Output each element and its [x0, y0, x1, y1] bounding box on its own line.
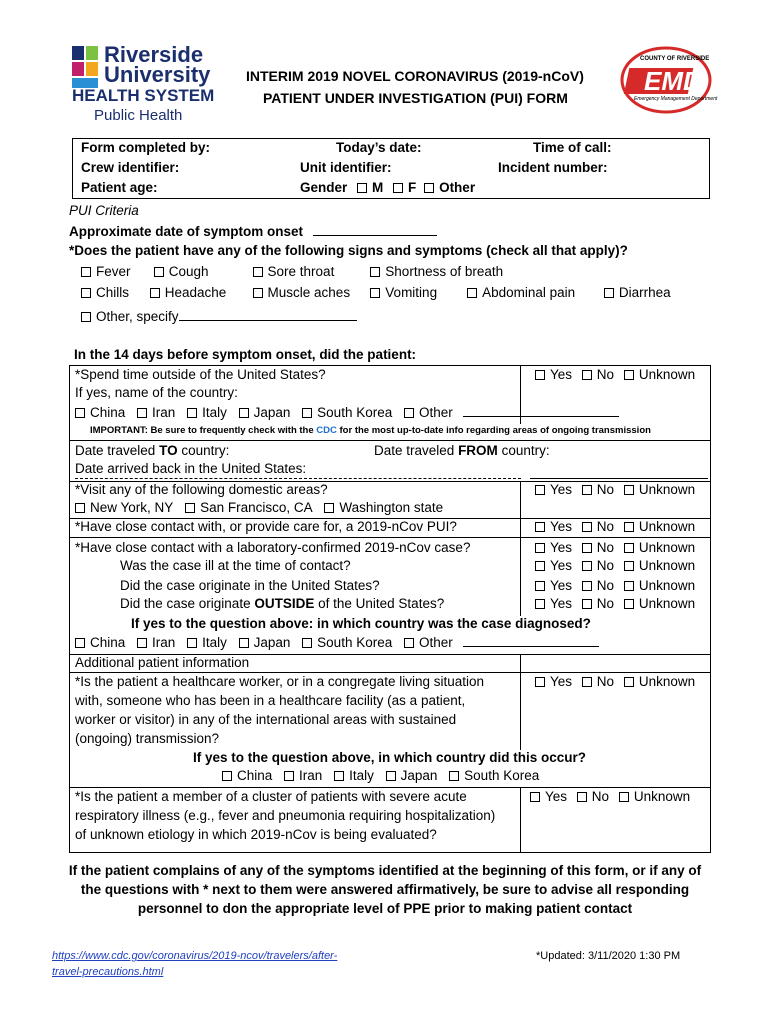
sore-throat-checkbox[interactable] — [253, 267, 263, 277]
shortness-of-breath-label: Shortness of breath — [385, 264, 504, 279]
headache-checkbox[interactable] — [150, 288, 160, 298]
date-back-label: Date arrived back in the United States: — [75, 461, 307, 476]
important-post: for the most up-to-date info regarding areas of ongoing transmission — [339, 425, 651, 436]
cluster-ynu — [530, 789, 690, 804]
form-completed-by-label: Form completed by: — [81, 140, 211, 155]
no-label: No — [591, 789, 610, 804]
patient-age-label: Patient age: — [81, 180, 158, 195]
gender-label: Gender — [300, 180, 348, 195]
q-ill: Was the case ill at the time of contact? — [120, 558, 351, 573]
q-us: Did the case originate in the United States? — [120, 578, 380, 593]
yes-checkbox[interactable] — [535, 522, 545, 532]
other-country-checkbox[interactable] — [404, 638, 414, 648]
no-checkbox[interactable] — [582, 522, 592, 532]
no-label: No — [596, 482, 615, 497]
unknown-checkbox[interactable] — [624, 677, 634, 687]
china-checkbox[interactable] — [75, 638, 85, 648]
iran-checkbox[interactable] — [284, 771, 294, 781]
updated-stamp: *Updated: 3/11/2020 1:30 PM — [536, 950, 681, 962]
q-domestic: *Visit any of the following domestic areas? — [75, 482, 328, 497]
unknown-checkbox[interactable] — [624, 543, 634, 553]
logo-line3: HEALTH SYSTEM — [72, 86, 215, 105]
italy-checkbox[interactable] — [187, 408, 197, 418]
divider — [69, 672, 711, 673]
contact-lab-ynu — [535, 540, 695, 555]
hcw-countries-row — [222, 768, 539, 783]
no-checkbox[interactable] — [582, 677, 592, 687]
gender-other-checkbox[interactable] — [424, 183, 434, 193]
sore-throat-label: Sore throat — [267, 264, 335, 279]
iran-label: Iran — [152, 635, 176, 650]
abdominal-pain-label: Abdominal pain — [482, 285, 576, 300]
south-korea-label: South Korea — [317, 635, 393, 650]
yes-label: Yes — [550, 540, 573, 555]
divider — [69, 440, 711, 441]
travel-ynu — [535, 367, 695, 382]
iran-label: Iran — [152, 405, 176, 420]
unknown-checkbox[interactable] — [624, 599, 634, 609]
gender-row — [300, 180, 475, 195]
hcw-ynu — [535, 674, 695, 689]
china-label: China — [237, 768, 273, 783]
yes-checkbox[interactable] — [535, 561, 545, 571]
pui-criteria-heading: PUI Criteria — [69, 203, 139, 218]
yes-label: Yes — [550, 578, 573, 593]
headache-label: Headache — [164, 285, 227, 300]
no-checkbox[interactable] — [582, 561, 592, 571]
yes-checkbox[interactable] — [535, 543, 545, 553]
important-note — [90, 425, 651, 436]
unknown-label: Unknown — [638, 540, 696, 555]
crew-identifier-label: Crew identifier: — [81, 160, 180, 175]
q-cluster-1: *Is the patient a member of a cluster of patients with severe acute — [75, 789, 467, 804]
south-korea-checkbox[interactable] — [302, 638, 312, 648]
logo-line1: Riverside — [104, 42, 204, 67]
logo-mark-icon — [72, 46, 102, 90]
no-label: No — [596, 558, 615, 573]
q-which-country: If yes to the question above: in which country was the case diagnosed? — [131, 616, 591, 631]
no-label: No — [596, 578, 615, 593]
fever-label: Fever — [96, 264, 131, 279]
no-label: No — [596, 519, 615, 534]
yes-checkbox[interactable] — [530, 792, 540, 802]
vomiting-label: Vomiting — [385, 285, 438, 300]
san-francisco-checkbox[interactable] — [185, 503, 195, 513]
cdc-travel-link-line1[interactable]: https://www.cdc.gov/coronavirus/2019-ncov/travelers/after- — [52, 950, 338, 962]
q-outside-row — [120, 596, 444, 611]
date-to-c: country: — [181, 443, 230, 458]
italy-label: Italy — [349, 768, 374, 783]
divider — [69, 787, 711, 788]
unknown-label: Unknown — [638, 674, 696, 689]
muscle-aches-label: Muscle aches — [267, 285, 351, 300]
unknown-checkbox[interactable] — [624, 522, 634, 532]
exposure-heading: In the 14 days before symptom onset, did the patient: — [74, 347, 417, 362]
vomiting-checkbox[interactable] — [370, 288, 380, 298]
other-country-checkbox[interactable] — [404, 408, 414, 418]
unknown-label: Unknown — [638, 519, 696, 534]
outside-ynu — [535, 596, 695, 611]
form-title-line2: PATIENT UNDER INVESTIGATION (PUI) FORM — [263, 90, 568, 106]
unknown-checkbox[interactable] — [624, 485, 634, 495]
gender-f-checkbox[interactable] — [393, 183, 403, 193]
japan-checkbox[interactable] — [239, 408, 249, 418]
south-korea-checkbox[interactable] — [302, 408, 312, 418]
unknown-checkbox[interactable] — [624, 370, 634, 380]
yes-label: Yes — [550, 558, 573, 573]
italy-checkbox[interactable] — [187, 638, 197, 648]
case-countries-row — [75, 634, 599, 650]
italy-checkbox[interactable] — [334, 771, 344, 781]
domestic-row — [75, 500, 443, 515]
italy-label: Italy — [202, 405, 227, 420]
south-korea-label: South Korea — [317, 405, 393, 420]
q-hcw-4: (ongoing) transmission? — [75, 731, 220, 746]
yes-label: Yes — [545, 789, 568, 804]
new-york-label: New York, NY — [90, 500, 174, 515]
san-francisco-label: San Francisco, CA — [200, 500, 313, 515]
date-to-row — [75, 443, 229, 458]
travel-countries-row — [75, 404, 619, 420]
no-checkbox[interactable] — [582, 599, 592, 609]
no-label: No — [596, 674, 615, 689]
unknown-label: Unknown — [638, 367, 696, 382]
date-from-row — [374, 443, 550, 458]
china-checkbox[interactable] — [75, 408, 85, 418]
other-country-field[interactable] — [463, 404, 619, 417]
yes-label: Yes — [550, 519, 573, 534]
warning-line3: personnel to don the appropriate level of PPE prior to making patient contact — [137, 901, 633, 916]
iran-checkbox[interactable] — [137, 638, 147, 648]
yes-checkbox[interactable] — [535, 485, 545, 495]
unknown-checkbox[interactable] — [624, 561, 634, 571]
symptom-row-2 — [81, 285, 671, 300]
q-hcw-3: worker or visitor) in any of the international areas with sustained — [75, 712, 457, 727]
q-outside-b: OUTSIDE — [254, 596, 315, 611]
unknown-label: Unknown — [638, 482, 696, 497]
cdc-travel-link-line2[interactable]: travel-precautions.html — [52, 966, 164, 978]
unknown-label: Unknown — [638, 578, 696, 593]
if-yes-country: If yes, name of the country: — [75, 385, 238, 400]
divider — [69, 537, 711, 538]
q-outside-a: Did the case originate — [120, 596, 251, 611]
washington-label: Washington state — [339, 500, 444, 515]
chills-checkbox[interactable] — [81, 288, 91, 298]
japan-checkbox[interactable] — [386, 771, 396, 781]
onset-field[interactable] — [313, 223, 437, 236]
date-from-b: FROM — [458, 443, 498, 458]
other-symptom-field[interactable] — [179, 308, 357, 321]
muscle-aches-checkbox[interactable] — [253, 288, 263, 298]
cough-label: Cough — [168, 264, 209, 279]
no-label: No — [596, 540, 615, 555]
divider — [520, 481, 521, 616]
china-checkbox[interactable] — [222, 771, 232, 781]
washington-checkbox[interactable] — [324, 503, 334, 513]
date-to-a: Date traveled — [75, 443, 156, 458]
other-symptom-label: Other, specify — [96, 309, 179, 324]
no-checkbox[interactable] — [582, 485, 592, 495]
chills-label: Chills — [96, 285, 130, 300]
q-contact-pui: *Have close contact with, or provide care for, a 2019-nCov PUI? — [75, 519, 457, 534]
no-label: No — [596, 367, 615, 382]
emd-main: EMD — [644, 66, 702, 96]
form-title-line1: INTERIM 2019 NOVEL CORONAVIRUS (2019-nCoV) — [246, 68, 584, 84]
shortness-of-breath-checkbox[interactable] — [370, 267, 380, 277]
unknown-label: Unknown — [638, 558, 696, 573]
emd-top: COUNTY OF RIVERSIDE — [640, 56, 710, 62]
date-back-field-right[interactable] — [530, 478, 708, 479]
japan-label: Japan — [253, 635, 291, 650]
gender-m-checkbox[interactable] — [357, 183, 367, 193]
other-symptom-row — [81, 308, 357, 324]
no-checkbox[interactable] — [582, 581, 592, 591]
yes-label: Yes — [550, 674, 573, 689]
italy-label: Italy — [202, 635, 227, 650]
fever-checkbox[interactable] — [81, 267, 91, 277]
other-country-field[interactable] — [463, 634, 599, 647]
contact-pui-ynu — [535, 519, 695, 534]
symptoms-question: *Does the patient have any of the following signs and symptoms (check all that apply)? — [69, 243, 628, 258]
q-hcw-1: *Is the patient a healthcare worker, or in a congregate living situation — [75, 674, 484, 689]
no-checkbox[interactable] — [582, 370, 592, 380]
iran-checkbox[interactable] — [137, 408, 147, 418]
date-from-a: Date traveled — [374, 443, 455, 458]
japan-label: Japan — [253, 405, 291, 420]
abdominal-pain-checkbox[interactable] — [467, 288, 477, 298]
date-from-c: country: — [501, 443, 550, 458]
yes-checkbox[interactable] — [535, 677, 545, 687]
q-hcw-country: If yes to the question above, in which country did this occur? — [193, 750, 587, 765]
important-pre: IMPORTANT: Be sure to frequently check with the — [90, 425, 314, 436]
warning-line2: the questions with * next to them were answered affirmatively, be sure to advise all responding — [80, 882, 690, 897]
us-ynu — [535, 578, 695, 593]
domestic-ynu — [535, 482, 695, 497]
yes-checkbox[interactable] — [535, 370, 545, 380]
south-korea-checkbox[interactable] — [449, 771, 459, 781]
gender-other-label: Other — [439, 180, 476, 195]
yes-checkbox[interactable] — [535, 581, 545, 591]
japan-label: Japan — [400, 768, 438, 783]
emd-logo — [620, 46, 718, 114]
unknown-checkbox[interactable] — [624, 581, 634, 591]
yes-label: Yes — [550, 596, 573, 611]
cdc-link[interactable]: CDC — [316, 425, 337, 436]
date-to-b: TO — [159, 443, 178, 458]
q-cluster-2: respiratory illness (e.g., fever and pneumonia requiring hospitalization) — [75, 808, 496, 823]
yes-checkbox[interactable] — [535, 599, 545, 609]
q-outside-c: of the United States? — [318, 596, 445, 611]
logo-line2: University — [104, 62, 211, 87]
no-checkbox[interactable] — [582, 543, 592, 553]
emd-sub: Emergency Management Department — [634, 96, 718, 102]
divider — [520, 787, 521, 853]
new-york-checkbox[interactable] — [75, 503, 85, 513]
cough-checkbox[interactable] — [154, 267, 164, 277]
unknown-checkbox[interactable] — [619, 792, 629, 802]
time-of-call-label: Time of call: — [533, 140, 612, 155]
gender-m-label: M — [372, 180, 384, 195]
todays-date-label: Today’s date: — [336, 140, 422, 155]
yes-label: Yes — [550, 482, 573, 497]
yes-label: Yes — [550, 367, 573, 382]
logo-line4: Public Health — [94, 107, 183, 124]
china-label: China — [90, 405, 126, 420]
onset-label: Approximate date of symptom onset — [69, 224, 304, 239]
q-travel: *Spend time outside of the United States? — [75, 367, 326, 382]
q-contact-lab: *Have close contact with a laboratory-confirmed 2019-nCov case? — [75, 540, 471, 555]
divider — [520, 654, 521, 750]
china-label: China — [90, 635, 126, 650]
japan-checkbox[interactable] — [239, 638, 249, 648]
ill-ynu — [535, 558, 695, 573]
unknown-label: Unknown — [633, 789, 691, 804]
other-country-label: Other — [419, 635, 453, 650]
warning-line1: If the patient complains of any of the symptoms identified at the beginning of this form, or if any of — [68, 863, 702, 878]
q-cluster-3: of unknown etiology in which 2019-nCov is being evaluated? — [75, 827, 437, 842]
q-hcw-2: with, someone who has been in a healthcare facility (as a patient, — [75, 693, 466, 708]
riverside-logo — [70, 44, 240, 124]
other-country-label: Other — [419, 405, 453, 420]
diarrhea-checkbox[interactable] — [604, 288, 614, 298]
symptom-row-1 — [81, 264, 503, 279]
diarrhea-label: Diarrhea — [618, 285, 671, 300]
date-back-field[interactable] — [75, 478, 521, 479]
south-korea-label: South Korea — [464, 768, 540, 783]
no-checkbox[interactable] — [577, 792, 587, 802]
gender-f-label: F — [408, 180, 417, 195]
incident-number-label: Incident number: — [498, 160, 608, 175]
no-label: No — [596, 596, 615, 611]
additional-label: Additional patient information — [75, 655, 250, 670]
unknown-label: Unknown — [638, 596, 696, 611]
unit-identifier-label: Unit identifier: — [300, 160, 392, 175]
other-symptom-checkbox[interactable] — [81, 312, 91, 322]
iran-label: Iran — [299, 768, 323, 783]
onset-row — [69, 223, 437, 239]
